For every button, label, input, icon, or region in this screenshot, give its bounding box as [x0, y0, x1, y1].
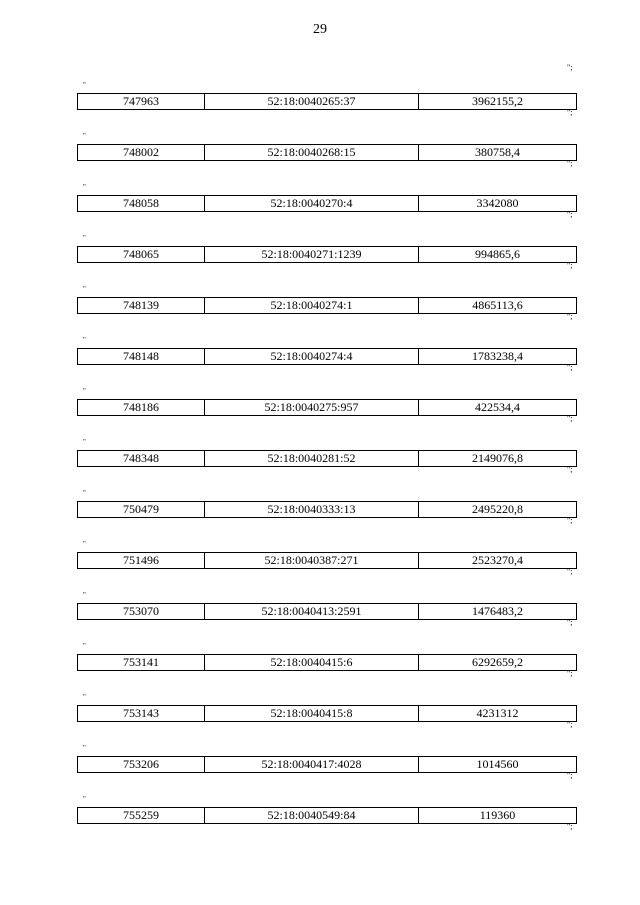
cadastral-number-cell: 52:18:0040415:8 — [205, 706, 419, 721]
table-row — [77, 807, 577, 824]
table-entry — [0, 694, 640, 746]
cadastral-number-cell: 52:18:0040417:4028 — [205, 757, 419, 772]
opening-quote-mark: " — [83, 693, 86, 701]
table-row — [77, 603, 577, 620]
table-entry — [0, 286, 640, 338]
value-cell: 4865113,6 — [472, 298, 523, 312]
table-row — [77, 450, 577, 467]
table-entry — [0, 490, 640, 542]
table-row — [77, 501, 577, 518]
value-cell: 6292659,2 — [472, 655, 523, 669]
closing-quote-mark: "; — [567, 465, 573, 474]
cadastral-number-cell: 52:18:0040275:957 — [205, 400, 419, 415]
closing-quote-mark: "; — [567, 771, 573, 780]
opening-quote-mark: " — [83, 795, 86, 803]
opening-quote-mark: " — [83, 285, 86, 293]
record-id-cell: 753070 — [78, 604, 205, 619]
record-id-cell: 748058 — [78, 196, 205, 211]
record-id-cell: 748148 — [78, 349, 205, 364]
opening-quote-mark: " — [83, 81, 86, 89]
opening-quote-mark: " — [83, 489, 86, 497]
value-cell: 1476483,2 — [472, 604, 523, 618]
cadastral-number-cell: 52:18:0040387:271 — [205, 553, 419, 568]
value-cell: 2495220,8 — [472, 502, 523, 516]
table-row — [77, 552, 577, 569]
record-id-cell: 753206 — [78, 757, 205, 772]
opening-quote-mark: " — [83, 438, 86, 446]
value-cell: 2523270,4 — [472, 553, 523, 567]
cadastral-number-cell: 52:18:0040271:1239 — [205, 247, 419, 262]
closing-quote-mark: "; — [567, 618, 573, 627]
table-entry — [0, 592, 640, 644]
opening-quote-mark: " — [83, 642, 86, 650]
top-closing-mark: "; — [567, 63, 573, 72]
closing-quote-mark: "; — [567, 210, 573, 219]
cadastral-number-cell: 52:18:0040333:13 — [205, 502, 419, 517]
record-id-cell: 748002 — [78, 145, 205, 160]
value-cell: 3342080 — [476, 196, 519, 210]
cadastral-number-cell: 52:18:0040265:37 — [205, 94, 419, 109]
table-entry — [0, 337, 640, 389]
record-id-cell: 750479 — [78, 502, 205, 517]
opening-quote-mark: " — [83, 234, 86, 242]
closing-quote-mark: "; — [567, 312, 573, 321]
table-row — [77, 144, 577, 161]
table-entry — [0, 388, 640, 440]
table-row — [77, 195, 577, 212]
cadastral-number-cell: 52:18:0040281:52 — [205, 451, 419, 466]
opening-quote-mark: " — [83, 336, 86, 344]
closing-quote-mark: "; — [567, 261, 573, 270]
record-id-cell: 755259 — [78, 808, 205, 823]
closing-quote-mark: "; — [567, 108, 573, 117]
closing-quote-mark: "; — [567, 822, 573, 831]
table-row — [77, 348, 577, 365]
opening-quote-mark: " — [83, 591, 86, 599]
table-row — [77, 93, 577, 110]
table-entry — [0, 439, 640, 491]
table-entry — [0, 184, 640, 236]
closing-quote-mark: "; — [567, 516, 573, 525]
record-id-cell: 748065 — [78, 247, 205, 262]
opening-quote-mark: " — [83, 744, 86, 752]
opening-quote-mark: " — [83, 132, 86, 140]
record-id-cell: 753143 — [78, 706, 205, 721]
value-cell: 1014560 — [476, 757, 519, 771]
table-row — [77, 756, 577, 773]
table-entry — [0, 235, 640, 287]
record-id-cell: 747963 — [78, 94, 205, 109]
record-id-cell: 748186 — [78, 400, 205, 415]
closing-quote-mark: "; — [567, 159, 573, 168]
value-cell: 2149076,8 — [472, 451, 523, 465]
table-row — [77, 246, 577, 263]
table-entry — [0, 796, 640, 848]
record-id-cell: 753141 — [78, 655, 205, 670]
closing-quote-mark: "; — [567, 720, 573, 729]
closing-quote-mark: "; — [567, 567, 573, 576]
cadastral-number-cell: 52:18:0040549:84 — [205, 808, 419, 823]
table-entry — [0, 745, 640, 797]
table-row — [77, 399, 577, 416]
value-cell: 1783238,4 — [472, 349, 523, 363]
value-cell: 422534,4 — [475, 400, 520, 414]
table-entry — [0, 133, 640, 185]
value-cell: 3962155,2 — [472, 94, 523, 108]
table-entry — [0, 643, 640, 695]
record-id-cell: 748348 — [78, 451, 205, 466]
table-row — [77, 297, 577, 314]
closing-quote-mark: "; — [567, 669, 573, 678]
opening-quote-mark: " — [83, 387, 86, 395]
cadastral-number-cell: 52:18:0040413:2591 — [205, 604, 419, 619]
record-id-cell: 748139 — [78, 298, 205, 313]
record-id-cell: 751496 — [78, 553, 205, 568]
value-cell: 119360 — [479, 808, 516, 822]
table-entry — [0, 541, 640, 593]
cadastral-number-cell: 52:18:0040274:1 — [205, 298, 419, 313]
cadastral-number-cell: 52:18:0040274:4 — [205, 349, 419, 364]
table-row — [77, 654, 577, 671]
table-entry — [0, 82, 640, 134]
cadastral-number-cell: 52:18:0040415:6 — [205, 655, 419, 670]
value-cell: 4231312 — [476, 706, 519, 720]
value-cell: 994865,6 — [475, 247, 520, 261]
value-cell: 380758,4 — [475, 145, 520, 159]
table-row — [77, 705, 577, 722]
closing-quote-mark: "; — [567, 363, 573, 372]
cadastral-number-cell: 52:18:0040268:15 — [205, 145, 419, 160]
cadastral-number-cell: 52:18:0040270:4 — [205, 196, 419, 211]
opening-quote-mark: " — [83, 183, 86, 191]
opening-quote-mark: " — [83, 540, 86, 548]
page-number: 29 — [313, 22, 327, 37]
closing-quote-mark: "; — [567, 414, 573, 423]
